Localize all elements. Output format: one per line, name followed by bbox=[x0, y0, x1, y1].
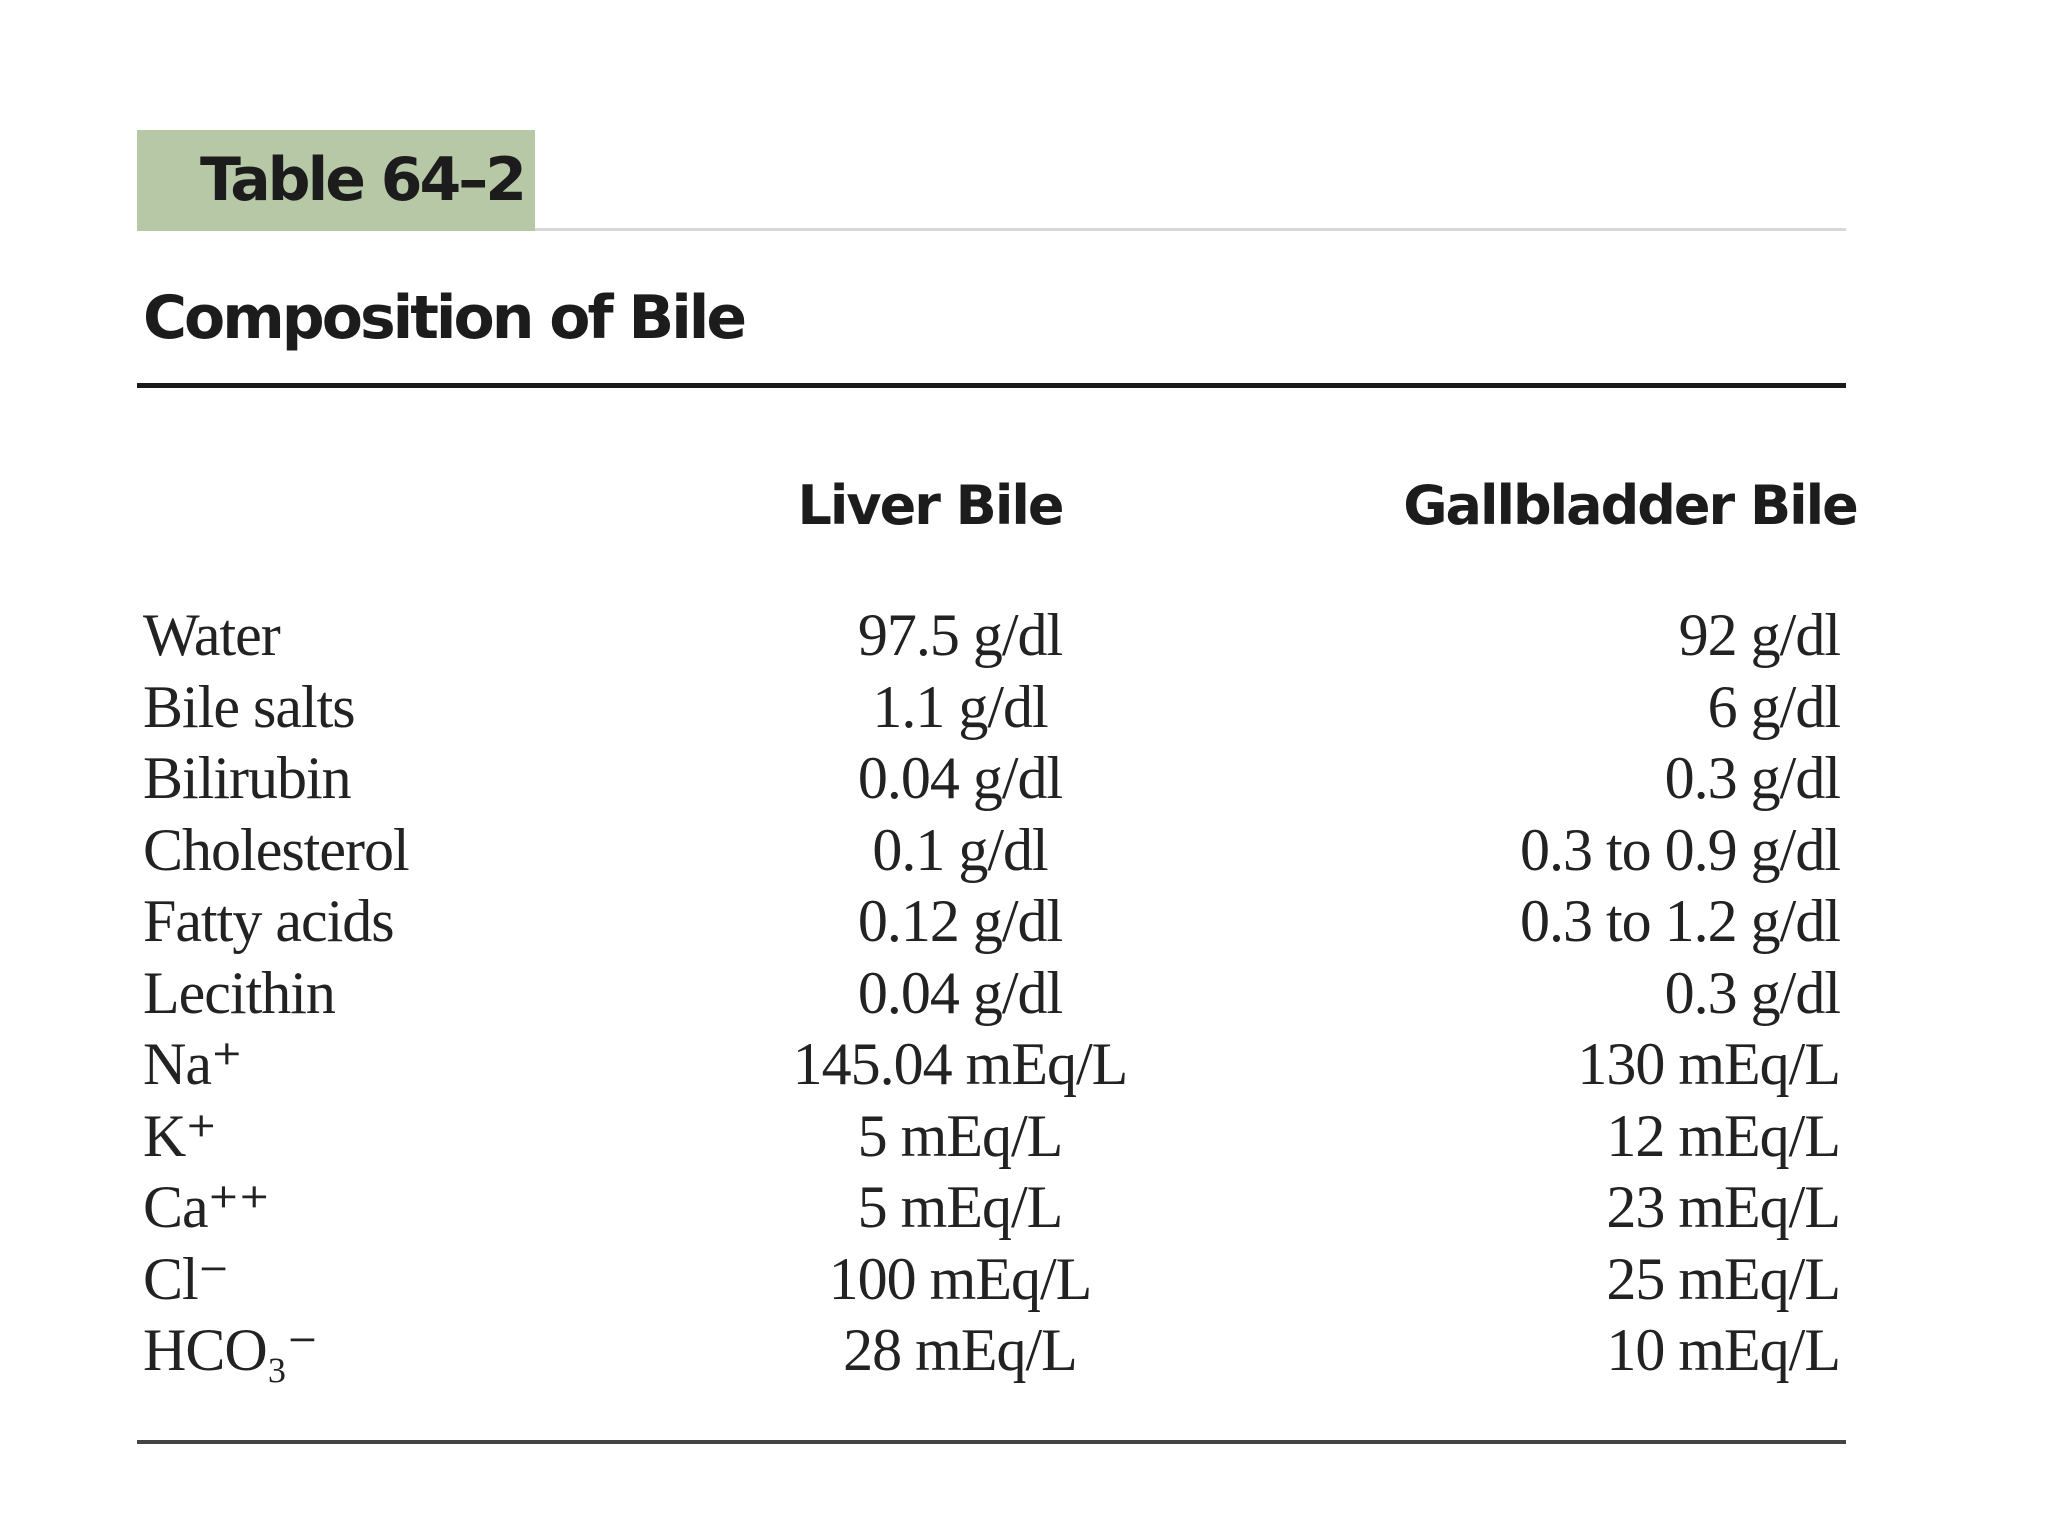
table-label: Table 64–2 bbox=[200, 145, 525, 215]
liver-bile-value: 5 mEq/L bbox=[857, 1102, 1063, 1169]
row-name: HCO₃⁻ bbox=[143, 1317, 318, 1383]
row-name: Ca⁺⁺ bbox=[143, 1174, 269, 1240]
table-row bbox=[0, 743, 2048, 815]
gallbladder-bile-value: 10 mEq/L bbox=[1606, 1317, 1840, 1383]
gallbladder-bile-value: 92 g/dl bbox=[1678, 602, 1840, 668]
liver-bile-value: 0.12 g/dl bbox=[857, 888, 1063, 954]
liver-bile-value: 0.1 g/dl bbox=[872, 816, 1048, 883]
row-name: Fatty acids bbox=[143, 888, 394, 954]
table-row bbox=[0, 600, 2048, 672]
column-header-gallbladder-bile: Gallbladder Bile bbox=[1403, 474, 1857, 537]
gallbladder-bile-value: 25 mEq/L bbox=[1606, 1245, 1840, 1312]
row-name: Water bbox=[143, 602, 280, 668]
gallbladder-bile-value: 0.3 to 1.2 g/dl bbox=[1519, 888, 1840, 954]
row-name: Na⁺ bbox=[143, 1031, 242, 1097]
row-name: Bile salts bbox=[143, 673, 355, 740]
table-row bbox=[0, 1244, 2048, 1316]
row-name: K⁺ bbox=[143, 1102, 216, 1169]
liver-bile-value: 145.04 mEq/L bbox=[792, 1031, 1128, 1097]
row-name: Lecithin bbox=[143, 959, 335, 1026]
table-row bbox=[0, 1315, 2048, 1387]
header-divider-thin bbox=[535, 228, 1846, 231]
table-row bbox=[0, 1172, 2048, 1244]
gallbladder-bile-value: 23 mEq/L bbox=[1606, 1174, 1840, 1240]
table-bottom-rule bbox=[137, 1440, 1846, 1444]
row-name: Bilirubin bbox=[143, 745, 351, 811]
gallbladder-bile-value: 12 mEq/L bbox=[1606, 1102, 1840, 1169]
liver-bile-value: 0.04 g/dl bbox=[857, 745, 1063, 811]
gallbladder-bile-value: 0.3 to 0.9 g/dl bbox=[1519, 816, 1840, 883]
gallbladder-bile-value: 130 mEq/L bbox=[1577, 1031, 1840, 1097]
table-row bbox=[0, 672, 2048, 744]
table-title: Composition of Bile bbox=[143, 283, 745, 353]
table-row bbox=[0, 1101, 2048, 1173]
header-divider-thick bbox=[137, 383, 1846, 388]
liver-bile-value: 97.5 g/dl bbox=[857, 602, 1063, 668]
gallbladder-bile-value: 0.3 g/dl bbox=[1664, 959, 1840, 1026]
liver-bile-value: 0.04 g/dl bbox=[857, 959, 1063, 1026]
table-row bbox=[0, 958, 2048, 1030]
table-row bbox=[0, 815, 2048, 887]
gallbladder-bile-value: 6 g/dl bbox=[1707, 673, 1840, 740]
table-row bbox=[0, 1029, 2048, 1101]
liver-bile-value: 5 mEq/L bbox=[857, 1174, 1063, 1240]
row-name: Cholesterol bbox=[143, 816, 409, 883]
column-header-liver-bile: Liver Bile bbox=[797, 474, 1063, 537]
table-body bbox=[0, 600, 2048, 1387]
liver-bile-value: 28 mEq/L bbox=[843, 1317, 1077, 1383]
table-row bbox=[0, 886, 2048, 958]
liver-bile-value: 100 mEq/L bbox=[828, 1245, 1092, 1312]
row-name: Cl⁻ bbox=[143, 1245, 229, 1312]
gallbladder-bile-value: 0.3 g/dl bbox=[1664, 745, 1840, 811]
liver-bile-value: 1.1 g/dl bbox=[872, 673, 1048, 740]
